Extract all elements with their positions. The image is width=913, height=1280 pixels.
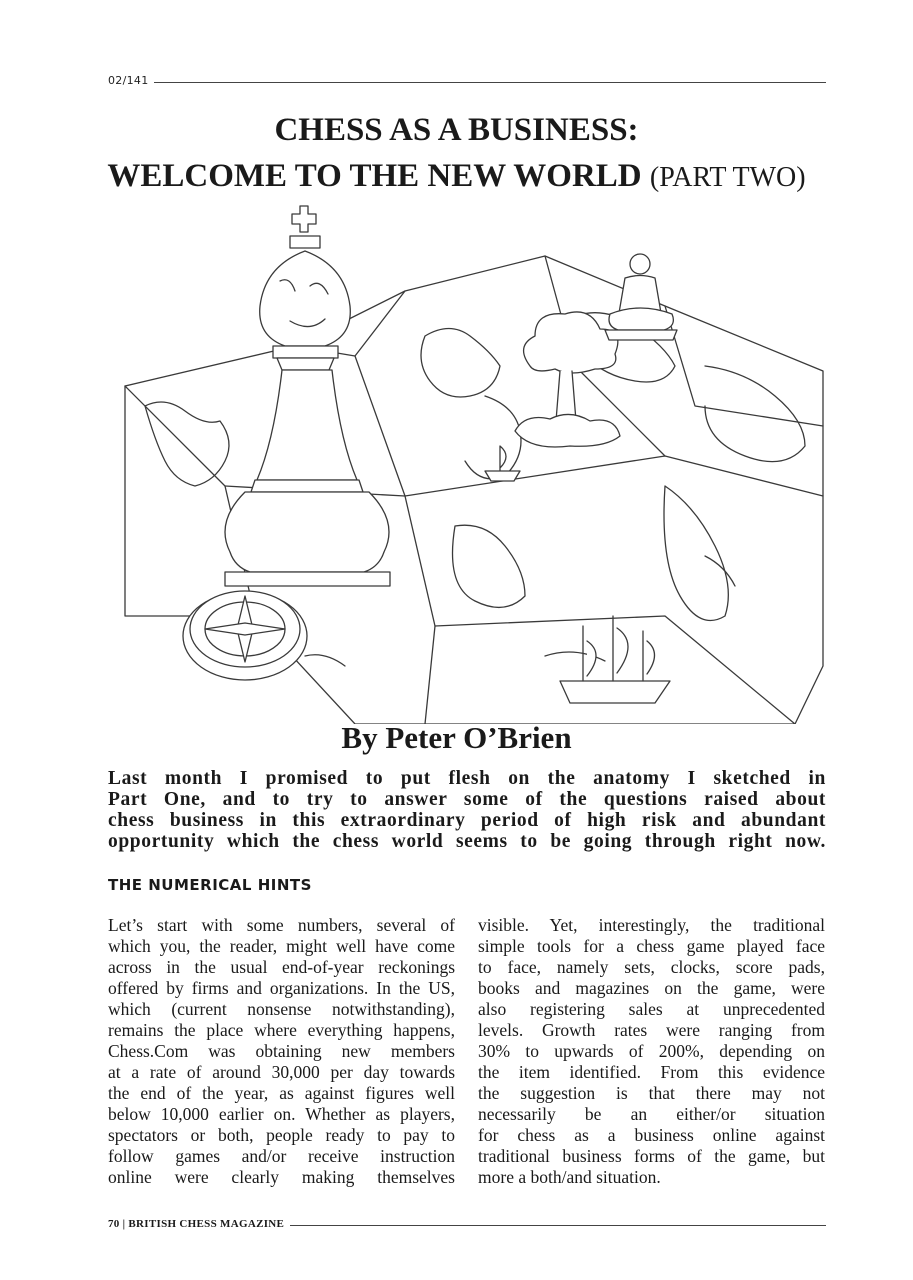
article-title-main: WELCOME TO THE NEW WORLD: [107, 158, 642, 194]
body-line: which (current nonsense notwithstanding),: [108, 999, 455, 1019]
body-line: Let’s start with some numbers, several of: [108, 915, 455, 935]
body-line: also registering sales at unprecedented: [478, 999, 825, 1019]
body-line: to face, namely sets, clocks, score pads,: [478, 957, 825, 977]
body-line: more a both/and situation.: [478, 1167, 661, 1187]
body-line: below 10,000 earlier on. Whether as players,: [108, 1104, 455, 1124]
body-line: the end of the year, as against figures well: [108, 1083, 455, 1103]
lead-line: chess business in this extraordinary period of high risk and abundant: [108, 810, 826, 831]
lead-line: opportunity which the chess world seems to be going through right now.: [108, 831, 826, 852]
body-line: across in the usual end-of-year reckonings: [108, 957, 455, 977]
compass-icon: [183, 591, 307, 680]
body-line: simple tools for a chess game played face: [478, 936, 825, 956]
lead-line: Part One, and to try to answer some of the questions raised about: [108, 789, 826, 810]
body-line: for chess as a business online against: [478, 1125, 825, 1145]
body-line: offered by firms and organizations. In the US,: [108, 978, 455, 998]
body-line: traditional business forms of the game, but: [478, 1146, 825, 1166]
body-line: which you, the reader, might well have come: [108, 936, 455, 956]
body-line: follow games and/or receive instruction: [108, 1146, 455, 1166]
body-column-right: [478, 915, 825, 1188]
body-line: spectators or both, people ready to pay to: [108, 1125, 455, 1145]
body-line: Chess.Com was obtaining new members: [108, 1041, 455, 1061]
footer-text: 70 | BRITISH CHESS MAGAZINE: [108, 1218, 290, 1230]
byline: By Peter O’Brien: [341, 720, 572, 755]
body-line: at a rate of around 30,000 per day towards: [108, 1062, 455, 1082]
lead-paragraph: [108, 768, 826, 852]
body-line: the item identified. From this evidence: [478, 1062, 825, 1082]
page-code: 02/141: [108, 74, 149, 87]
body-line: visible. Yet, interestingly, the traditional: [478, 915, 825, 935]
lead-line: Last month I promised to put flesh on the anatomy I sketched in: [108, 768, 826, 789]
body-column-left: [108, 915, 455, 1188]
page-header: [108, 74, 826, 90]
chess-map-illustration: [105, 196, 825, 724]
body-line: the suggestion is that there may not: [478, 1083, 825, 1103]
article-title-suffix: (PART TWO): [649, 162, 806, 193]
body-line: online were clearly making themselves: [108, 1167, 455, 1187]
body-line: levels. Growth rates were ranging from: [478, 1020, 825, 1040]
article-title-line-2: [60, 158, 853, 195]
body-line: remains the place where everything happens,: [108, 1020, 455, 1040]
section-heading: THE NUMERICAL HINTS: [108, 876, 312, 894]
article-title-line-1: CHESS AS A BUSINESS:: [274, 112, 639, 148]
page-footer: [108, 1218, 826, 1232]
body-line: necessarily be an either/or situation: [478, 1104, 825, 1124]
body-line: 30% to upwards of 200%, depending on: [478, 1041, 825, 1061]
body-line: books and magazines on the game, were: [478, 978, 825, 998]
header-rule: [154, 82, 826, 83]
